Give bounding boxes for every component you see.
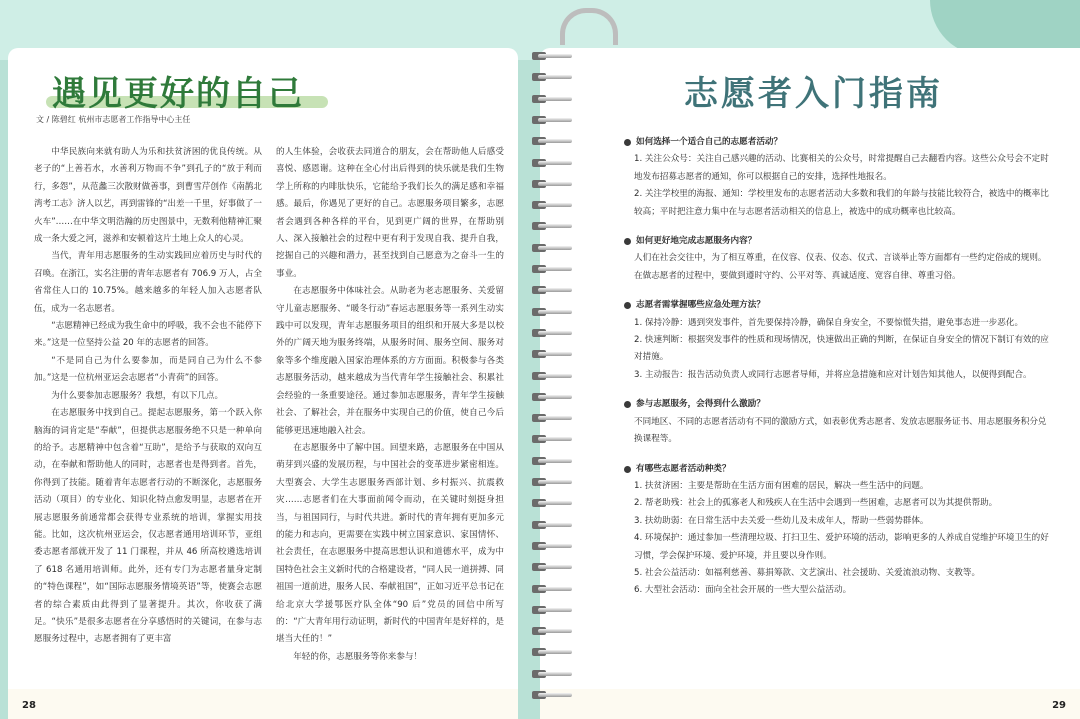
spiral-ring-icon <box>530 73 574 81</box>
question-heading: 如何选择一个适合自己的志愿者活动？ <box>624 134 1054 151</box>
question-heading: 志愿者需掌握哪些应急处理方法？ <box>624 297 1054 314</box>
spiral-ring-icon <box>530 414 574 422</box>
paragraph: “不是同自己为什么要参加，而是同自己为什么不参加。”这是一位杭州亚运会志愿者“小青荷”的回答。 <box>34 355 262 384</box>
spiral-ring-icon <box>530 265 574 273</box>
question-heading: 参与志愿服务，会得到什么激励？ <box>624 396 1054 413</box>
spiral-ring-icon <box>530 350 574 358</box>
spiral-ring-icon <box>530 372 574 380</box>
spiral-ring-icon <box>530 116 574 124</box>
spiral-ring-icon <box>530 585 574 593</box>
spiral-ring-icon <box>530 542 574 550</box>
spiral-ring-icon <box>530 222 574 230</box>
paragraph: “志愿精神已经成为我生命中的呼吸，我不会也不能停下来。”这是一位坚持公益 20 年的志愿者的回答。 <box>34 321 262 349</box>
spiral-ring-icon <box>530 670 574 678</box>
guide-qa-list <box>624 128 1054 600</box>
answer-item: 1. 关注公众号：关注自己感兴趣的活动、比赛相关的公众号，时常提醒自己去翻看内容。这些公众号会不定时地发布招募志愿者的通知，你可以根据自己的安排，选择性地报名。 <box>634 154 1049 182</box>
bullet-icon <box>624 401 631 408</box>
paragraph: 中华民族向来就有助人为乐和扶贫济困的优良传统。从老子的“上善若水，水善利万物而不争”到孔子的“放于利而行，多怨”，从范蠡三次散财做善事，到曹雪芹创作《南鹊北湾考工志》济人以艺，再到雷锋的“出差一千里，好事做了一火车”……在中华文明浩瀚的历史图景中，无数利他精神汇聚成一条大爱之河，滋养和安顿着这片土地上众人的心灵。 <box>34 147 262 245</box>
spiral-ring-icon <box>530 393 574 401</box>
spiral-ring-icon <box>530 244 574 252</box>
byline: 文 / 陈碧红 杭州市志愿者工作指导中心主任 <box>36 115 191 124</box>
paragraph: 年轻的你，志愿服务等你来参与！ <box>293 651 423 662</box>
spiral-ring-icon <box>530 180 574 188</box>
bullet-icon <box>624 466 631 473</box>
page-number-right: 29 <box>1052 700 1066 711</box>
spiral-ring-icon <box>530 691 574 699</box>
answer-item: 6. 大型社会活动：面向全社会开展的一些大型公益活动。 <box>634 585 852 596</box>
spiral-ring-icon <box>530 286 574 294</box>
spiral-ring-icon <box>530 563 574 571</box>
spiral-ring-icon <box>530 137 574 145</box>
spiral-ring-icon <box>530 52 574 60</box>
answer-item: 2. 快速判断：根据突发事件的性质和现场情况，快速做出正确的判断，在保证自身安全的情况下制订有效的应对措施。 <box>634 335 1049 363</box>
page-footer <box>540 689 1080 719</box>
page-footer <box>8 689 518 719</box>
answer-item: 2. 帮老助残：社会上的孤寡老人和残疾人在生活中会遇到一些困难，志愿者可以为其提供帮助。 <box>634 498 998 509</box>
right-page-title: 志愿者入门指南 <box>684 74 943 114</box>
article-column-a <box>34 144 262 649</box>
spiral-binding <box>530 52 576 712</box>
spiral-ring-icon <box>530 308 574 316</box>
paragraph: 为什么要参加志愿服务？我想，有以下几点。 <box>51 390 224 401</box>
paragraph: 当代，青年用志愿服务的生动实践回应着历史与时代的召唤。在浙江，实名注册的青年志愿者有 706.9 万人，占全省常住人口的 10.75%。越来越多的年轻人加入志愿者队伍，成为一名志愿者。 <box>34 251 262 314</box>
paragraph: 在志愿服务中了解中国。回望来路，志愿服务在中国从萌芽到兴盛的发展历程，与中国社会的变革进步紧密相连。大型赛会、大学生志愿服务西部计划、乡村振兴、抗震救灾……志愿者们在大事面前闻令而动，在关键时刻挺身担当，与祖国同行，与时代共进。新时代的青年拥有更加多元的能力和志向，更需要在实践中树立国家意识、家国情怀、社会责任，在志愿服务中提高思想认识和道德水平，成为中国特色社会主义新时代的合格建设者，“同人民一道拼搏、同祖国一道前进，服务人民、奉献祖国”，正如习近平总书记在给北京大学援鄂医疗队全体“90 后”党员的回信中所写的：“广大青年用行动证明，新时代的中国青年是好样的，是堪当大任的！” <box>276 442 504 645</box>
answer-item: 3. 主动报告：报告活动负责人或同行志愿者导师，并将应急措施和应对计划告知其他人，以便得到配合。 <box>634 369 1032 380</box>
answer-item: 5. 社会公益活动：如福利慈善、募捐筹款、文艺演出、社会援助、关爱流浪动物、支教等。 <box>634 567 981 578</box>
spiral-ring-icon <box>530 329 574 337</box>
bullet-icon <box>624 238 631 245</box>
paragraph: 在志愿服务中找到自己。提起志愿服务，第一个跃入你脑海的词肯定是“奉献”，但提供志愿服务绝不只是一种单向的给予。志愿精神中包含着“互助”，是给予与获取的双向互动，在奉献和帮助他人的同时，志愿者也是得到者。首先，你得到了技能。随着青年志愿者行动的不断深化，志愿服务活动（项目）的专业化、知识化特点愈发明显，志愿者在开展志愿服务前通常都会获得专业系统的培训，掌握实用技能。比如，这次杭州亚运会，仅志愿者通用培训环节，亚组委志愿者部就开发了 11 门课程，并从 46 所高校遴选培训了 618 名通用培训师。此外，还有专门为志愿者量身定制的“特色课程”，如“国际志愿服务情境英语”等，使赛会志愿者的综合素质由此得到了显著提升。其次，你收获了满足。“快乐”是很多志愿者在分享感悟时的关键词，在参与志愿服务过程中，志愿者拥有了更丰富 <box>34 408 262 645</box>
paragraph: 在志愿服务中体味社会。从助老为老志愿服务、关爱留守儿童志愿服务、“暖冬行动”春运志愿服务等一系列生动实践中可以发现，青年志愿服务项目的组织和开展大多是以校外的广阔天地为服务终端，从服务时间、服务空间、服务对象等多个维度融入国家治理体系的方方面面。积极参与各类志愿服务活动，越来越成为当代青年学生接触社会、积累社会经验的一条重要途径。通过参加志愿服务，青年学生接触社会、了解社会，并在服务中实现自己的价值，使自己今后能够更迅速地融入社会。 <box>276 286 504 436</box>
bullet-icon <box>624 139 631 146</box>
spiral-ring-icon <box>530 521 574 529</box>
spiral-ring-icon <box>530 499 574 507</box>
spiral-ring-icon <box>530 201 574 209</box>
spiral-ring-icon <box>530 648 574 656</box>
spiral-ring-icon <box>530 606 574 614</box>
question-heading: 有哪些志愿者活动种类？ <box>624 461 1054 478</box>
spiral-ring-icon <box>530 478 574 486</box>
bullet-icon <box>624 302 631 309</box>
answer-item: 3. 扶幼助弱：在日常生活中去关爱一些幼儿及未成年人，帮助一些弱势群体。 <box>634 515 929 526</box>
left-page-title: 遇见更好的自己 <box>52 74 304 114</box>
answer-item: 2. 关注学校里的海报、通知：学校里发布的志愿者活动大多数和我们的年龄与技能比较符合，被选中的概率比较高；平时把注意力集中在与志愿者活动相关的信息上，被选中的成功概率也比较高。 <box>634 189 1049 217</box>
spiral-ring-icon <box>530 435 574 443</box>
spiral-ring-icon <box>530 95 574 103</box>
question-heading: 如何更好地完成志愿服务内容？ <box>624 233 1054 250</box>
article-column-b <box>276 144 504 666</box>
spiral-ring-icon <box>530 627 574 635</box>
answer-item: 1. 保持冷静：遇到突发事件，首先要保持冷静，确保自身安全，不要惊慌失措，避免事态进一步恶化。 <box>634 317 1024 328</box>
page-number-left: 28 <box>22 700 36 711</box>
right-page <box>540 48 1080 719</box>
paragraph: 的人生体验，会收获去同道合的朋友，会在帮助他人后感受喜悦、感恩谢。这种在全心付出后得到的快乐就是我们生物学上所称的内啡肽快乐，它能给予我们长久的满足感和幸福感。最后，你遇见了更好的自己。志愿服务项目繁多，志愿者会遇到各种各样的平台，见到更广阔的世界，在帮助别人、深入接触社会的过程中更有利于发现自我、提升自我，挖掘自己的兴趣和潜力，甚至找到自己愿意为之奋斗一生的事业。 <box>276 147 504 279</box>
answer-paragraph: 人们在社会交往中，为了相互尊重，在仪容、仪表、仪态、仪式、言谈举止等方面都有一些约定俗成的规则。在做志愿者的过程中，要做到遵时守约、公平对等、真诚适度、宽容自律、尊重习俗。 <box>634 253 1047 281</box>
answer-paragraph: 不同地区、不同的志愿者活动有不同的激励方式，如表彰优秀志愿者、发放志愿服务证书、用志愿服务积分兑换课程等。 <box>634 416 1047 445</box>
left-page <box>8 48 518 719</box>
spiral-ring-icon <box>530 159 574 167</box>
spiral-ring-icon <box>530 457 574 465</box>
answer-item: 1. 扶贫济困：主要是帮助在生活方面有困难的居民，解决一些生活中的问题。 <box>634 480 929 491</box>
answer-item: 4. 环境保护：通过参加一些清理垃圾、打扫卫生、爱护环境的活动，影响更多的人养成自觉维护环境卫生的好习惯，学会保护环境、爱护环境，并且要以身作则。 <box>634 533 1049 561</box>
